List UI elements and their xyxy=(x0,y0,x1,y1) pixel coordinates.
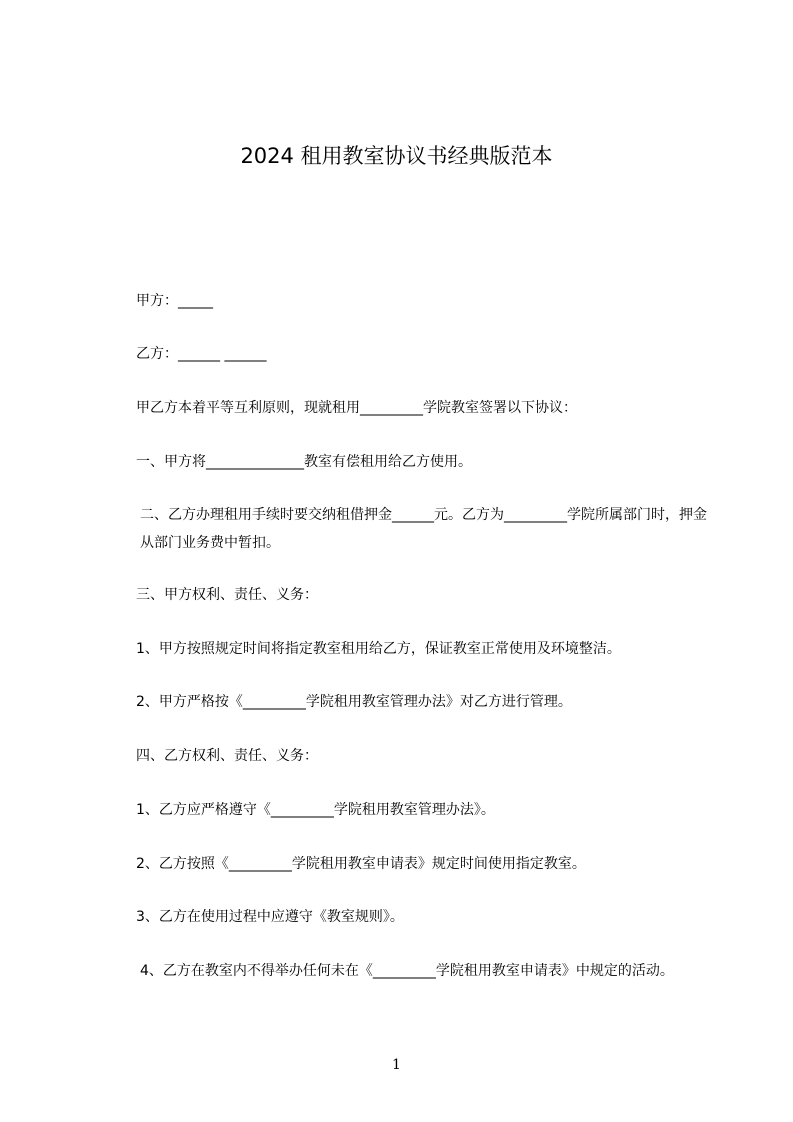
clause-2: 二、乙方办理租用手续时要交纳租借押金______元。乙方为_________学院所属部门时，押金从部门业务费中暂扣。 xyxy=(140,507,707,551)
clause-3-item-1: 1、甲方按照规定时间将指定教室租用给乙方，保证教室正常使用及环境整洁。 xyxy=(136,641,621,657)
clause-4-item-3: 3、乙方在使用过程中应遵守《教室规则》。 xyxy=(136,909,404,925)
clause-3-item-2: 2、甲方严格按《_________学院租用教室管理办法》对乙方进行管理。 xyxy=(136,694,572,710)
clause-4-item-2: 2、乙方按照《_________学院租用教室申请表》规定时间使用指定教室。 xyxy=(136,856,586,872)
clause-4-item-1: 1、乙方应严格遵守《_________学院租用教室管理办法》。 xyxy=(136,802,495,818)
clause-1: 一、甲方将______________教室有偿租用给乙方使用。 xyxy=(136,454,472,470)
agreement-intro: 甲乙方本着平等互利原则，现就租用_________学院教室签署以下协议： xyxy=(136,400,577,416)
party-b-line: 乙方：______ ______ xyxy=(136,346,267,362)
party-a-line: 甲方：_____ xyxy=(136,293,213,309)
clause-4-item-4: 4、乙方在教室内不得举办任何未在《_________学院租用教室申请表》中规定的活动。 xyxy=(140,963,674,979)
clause-3-heading: 三、甲方权利、责任、义务： xyxy=(136,587,318,603)
clause-4-heading: 四、乙方权利、责任、义务： xyxy=(136,748,318,764)
document-title: 2024 租用教室协议书经典版范本 xyxy=(240,144,553,168)
page-number: 1 xyxy=(392,1057,401,1073)
